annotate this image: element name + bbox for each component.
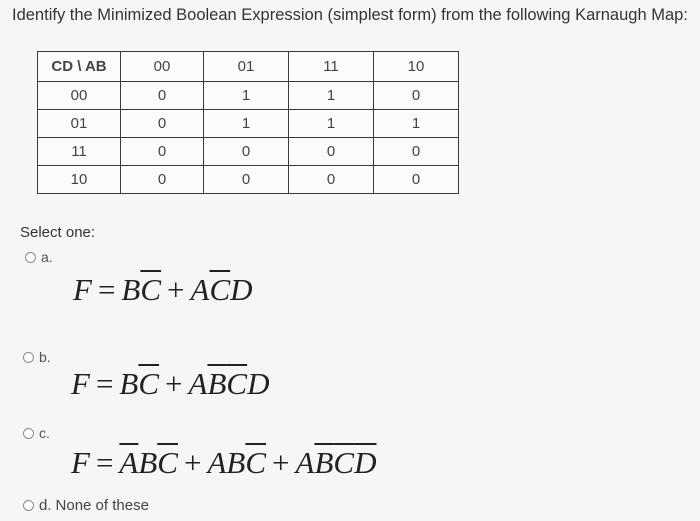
karnaugh-map-table xyxy=(37,51,459,194)
radio-button-icon[interactable] xyxy=(23,500,34,511)
kmap-row-label: 00 xyxy=(38,82,121,110)
option-letter: d. xyxy=(39,497,52,514)
kmap-col-header: 00 xyxy=(121,52,204,82)
option-letter: c. xyxy=(39,425,50,441)
kmap-row-label: 11 xyxy=(38,138,121,166)
kmap-row xyxy=(38,110,459,138)
option-a[interactable] xyxy=(25,249,53,265)
option-letter: b. xyxy=(39,349,51,365)
kmap-cell: 0 xyxy=(374,138,459,166)
option-c[interactable] xyxy=(23,425,50,441)
kmap-row xyxy=(38,82,459,110)
option-b[interactable] xyxy=(23,349,51,365)
kmap-cell: 1 xyxy=(204,82,289,110)
kmap-cell: 0 xyxy=(204,166,289,194)
kmap-row xyxy=(38,166,459,194)
kmap-cell: 1 xyxy=(289,82,374,110)
option-letter: a. xyxy=(41,249,53,265)
option-b-formula: $F = B\overline{C} + A\overline{B}\overline{C}D$ xyxy=(71,366,270,401)
kmap-cell: 0 xyxy=(289,166,374,194)
kmap-corner-label: CD \ AB xyxy=(38,52,121,82)
kmap-cell: 1 xyxy=(289,110,374,138)
kmap-cell: 0 xyxy=(121,110,204,138)
kmap-cell: 0 xyxy=(374,166,459,194)
kmap-cell: 0 xyxy=(289,138,374,166)
kmap-cell: 1 xyxy=(204,110,289,138)
kmap-row-label: 10 xyxy=(38,166,121,194)
kmap-cell: 0 xyxy=(204,138,289,166)
option-c-formula: $F = \overline{A}B\overline{C} + AB\overline{C} + A\overline{B}\overline{C}\overline{D}$ xyxy=(71,445,377,480)
option-d-text: None of these xyxy=(55,497,149,514)
kmap-header-row xyxy=(38,52,459,82)
kmap-row xyxy=(38,138,459,166)
kmap-cell: 1 xyxy=(374,110,459,138)
select-one-label: Select one: xyxy=(20,224,96,241)
kmap-col-header: 10 xyxy=(374,52,459,82)
radio-button-icon[interactable] xyxy=(25,252,36,263)
question-text: Identify the Minimized Boolean Expression (simplest form) from the following Karnaugh Map: xyxy=(12,6,688,24)
kmap-col-header: 01 xyxy=(204,52,289,82)
kmap-cell: 0 xyxy=(121,82,204,110)
kmap-cell: 0 xyxy=(121,166,204,194)
kmap-row-label: 01 xyxy=(38,110,121,138)
radio-button-icon[interactable] xyxy=(23,352,34,363)
option-d[interactable] xyxy=(23,497,149,514)
kmap-col-header: 11 xyxy=(289,52,374,82)
radio-button-icon[interactable] xyxy=(23,428,34,439)
kmap-cell: 0 xyxy=(374,82,459,110)
option-a-formula: $F = B\overline{C} + A\overline{C}D$ xyxy=(73,272,253,307)
kmap-cell: 0 xyxy=(121,138,204,166)
